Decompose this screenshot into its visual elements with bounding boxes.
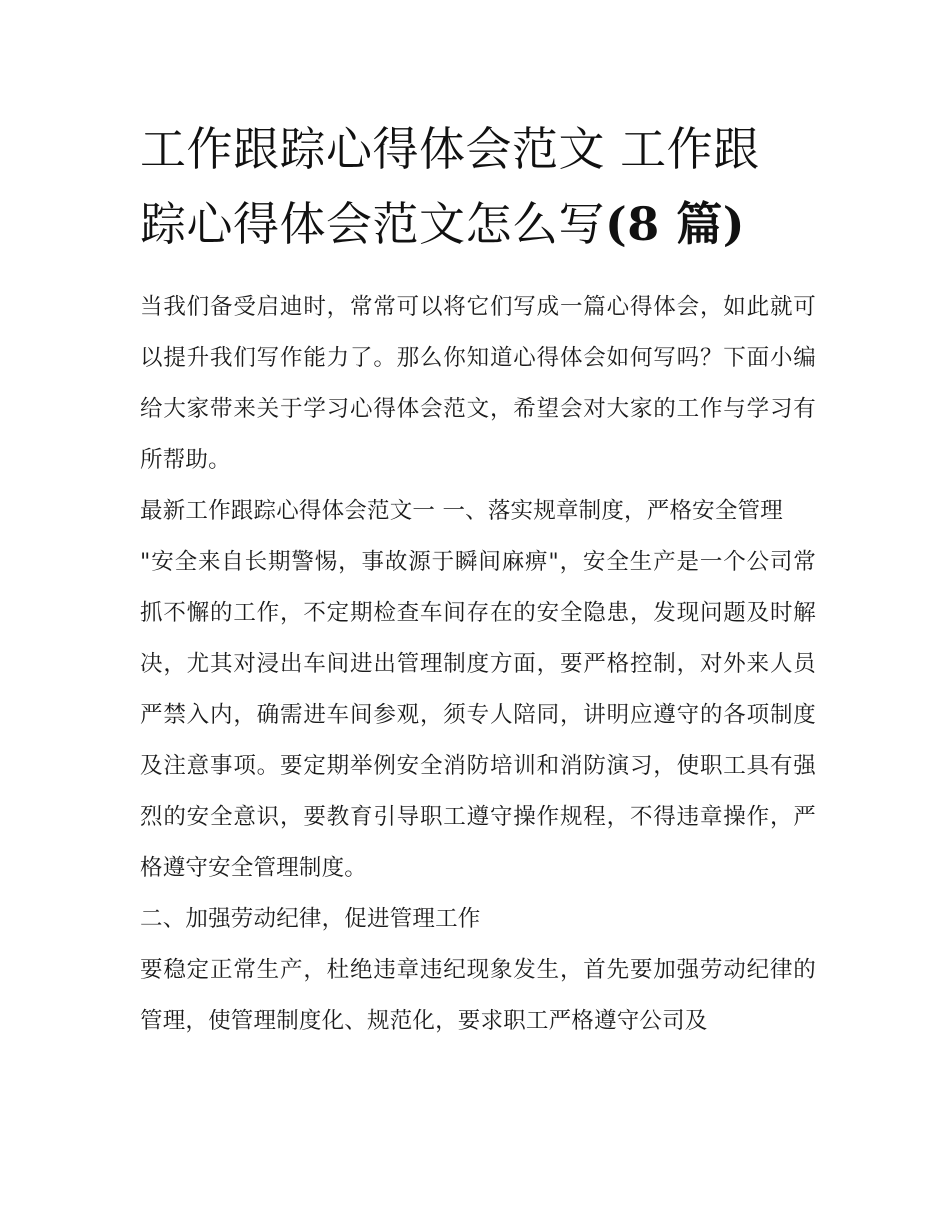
section-heading-2: 二、加强劳动纪律，促进管理工作 (140, 906, 481, 932)
document-page (140, 112, 816, 1047)
title-line-2: 踪心得体会范文怎么写 (140, 197, 605, 251)
section-heading-1: 最新工作跟踪心得体会范文一 一、落实规章制度，严格安全管理 (140, 498, 783, 524)
title-line-1: 工作跟踪心得体会范文 工作跟 (140, 122, 760, 176)
body-paragraph: "安全来自长期警惕，事故源于瞬间麻痹"，安全生产是一个公司常抓不懈的工作，不定期检查车间存在的安全隐患，发现问题及时解决，尤其对浸出车间进出管理制度方面，要严格控制，对外来人员严禁入内，确需进车间参观，须专人陪同，讲明应遵守的各项制度及注意事项。要定期举例安全消防培训和消防演习，使职工具有强烈的安全意识，要教育引导职工遵守操作规程，不得违章操作，严格遵守安全管理制度。 (140, 549, 816, 881)
title-count: (8 篇) (605, 197, 746, 251)
document-title (140, 112, 816, 262)
intro-paragraph: 当我们备受启迪时，常常可以将它们写成一篇心得体会，如此就可以提升我们写作能力了。那么你知道心得体会如何写吗？下面小编给大家带来关于学习心得体会范文，希望会对大家的工作与学习有所帮助。 (140, 294, 816, 473)
body-paragraph: 要稳定正常生产，杜绝违章违纪现象发生，首先要加强劳动纪律的管理，使管理制度化、规范化，要求职工严格遵守公司及 (140, 957, 816, 1034)
document-body (140, 282, 816, 1047)
